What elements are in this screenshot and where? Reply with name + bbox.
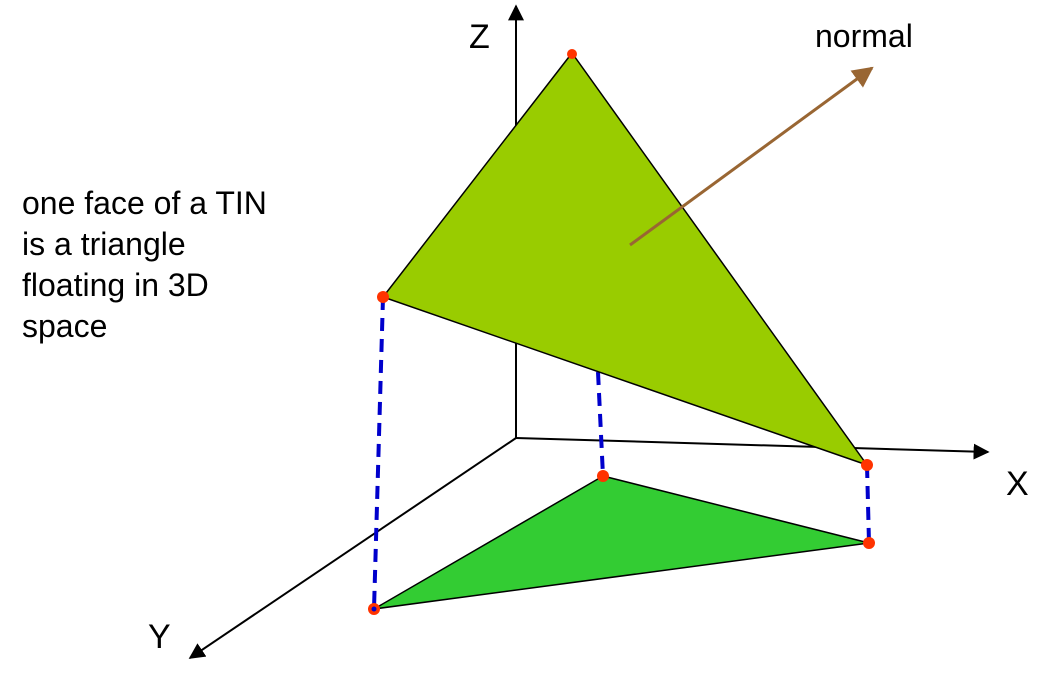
y-axis <box>190 438 516 658</box>
normal-vector <box>630 68 872 245</box>
projected-triangle <box>374 476 869 609</box>
vertex-top <box>567 49 577 59</box>
vertex-projected-back <box>597 470 609 482</box>
vertex-projected-right <box>863 537 875 549</box>
tin-face-triangle <box>383 53 867 465</box>
z-axis-label: Z <box>469 18 490 56</box>
vertex-projected-left-inner <box>372 607 377 612</box>
vertex-right <box>861 459 873 471</box>
y-axis-label: Y <box>148 618 171 656</box>
x-axis-label: X <box>1006 465 1029 503</box>
caption <box>22 183 342 347</box>
projection-line-back <box>598 372 603 476</box>
caption-line-1: one face of a TIN <box>22 185 267 221</box>
vertex-left <box>377 291 389 303</box>
projection-line-left <box>374 297 383 609</box>
projection-line-right <box>867 465 869 543</box>
x-axis <box>516 438 988 452</box>
caption-line-4: space <box>22 308 108 344</box>
normal-label: normal <box>815 18 913 54</box>
caption-line-3: floating in 3D <box>22 267 209 303</box>
caption-line-2: is a triangle <box>22 226 186 262</box>
